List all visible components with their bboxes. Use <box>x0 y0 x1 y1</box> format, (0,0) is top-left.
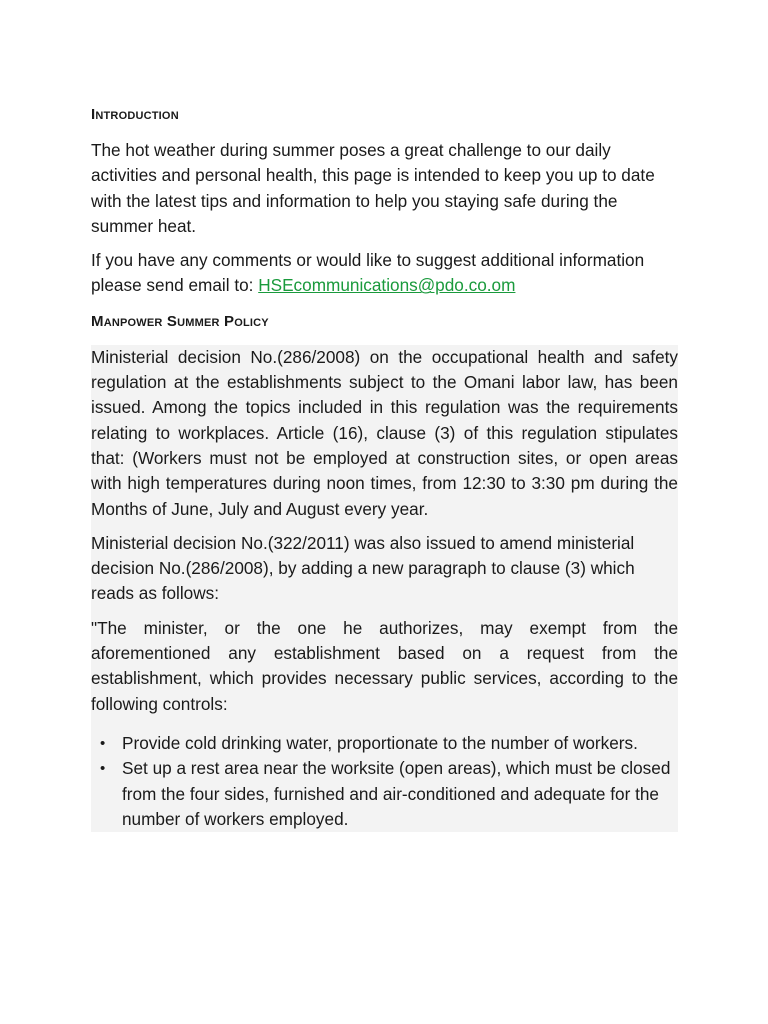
contact-paragraph <box>91 248 678 299</box>
introduction-heading: Introduction <box>91 106 179 123</box>
document-page <box>91 104 678 832</box>
policy-paragraph-322: Ministerial decision No.(322/2011) was also issued to amend ministerial decision No.(286/2008), by adding a new paragraph to clause (3) which reads as follows: <box>91 532 635 604</box>
email-link[interactable]: HSEcommunications@pdo.co.om <box>258 275 516 296</box>
list-item <box>91 731 678 756</box>
list-item-text: Set up a rest area near the worksite (open areas), which must be closed from the four sides, furnished and air-conditioned and adequate for the number of workers employed. <box>122 758 671 829</box>
policy-shaded-block <box>91 345 678 832</box>
introduction-paragraph: The hot weather during summer poses a great challenge to our daily activities and personal health, this page is intended to keep you up to date with the latest tips and information to help you staying safe during the summer heat. <box>91 140 655 236</box>
bullet-icon: • <box>100 760 106 778</box>
policy-paragraph-286: Ministerial decision No.(286/2008) on the occupational health and safety regulation at the establishments subject to the Omani labor law, has been issued. Among the topics included in this regulation was the requirements relating to workplaces. Article (16), clause (3) of this regulation stipulates that: (Workers must not be employed at construction sites, or open areas with high temperatures during noon times, from 12:30 to 3:30 pm during the Months of June, July and August every year. <box>91 346 678 519</box>
policy-paragraph-exemption: "The minister, or the one he authorizes, may exempt from the aforementioned any establishment based on a request from the establishment, which provides necessary public services, according to the following controls: <box>91 617 678 714</box>
controls-list <box>91 731 678 832</box>
bullet-icon: • <box>100 734 106 752</box>
list-item-text: Provide cold drinking water, proportionate to the number of workers. <box>122 732 638 753</box>
contact-text: If you have any comments or would like to suggest additional information please send email to: <box>91 250 645 296</box>
list-item <box>91 756 678 832</box>
manpower-policy-heading: Manpower Summer Policy <box>91 312 269 330</box>
